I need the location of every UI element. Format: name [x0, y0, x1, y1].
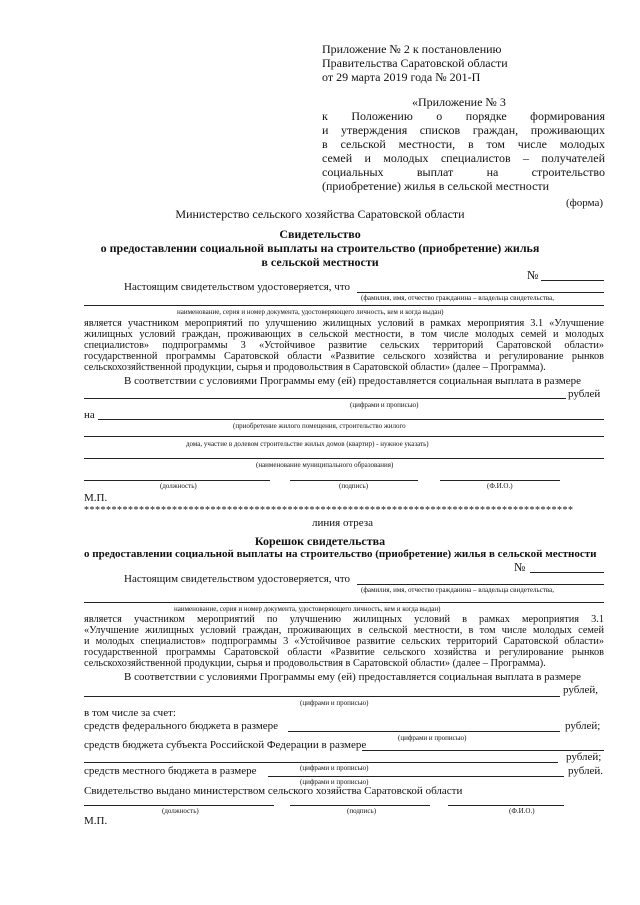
stub-amount-field[interactable] — [84, 696, 560, 697]
certificate-subtitle-1: о предоставлении социальной выплаты на строительство (приобретение) жилья — [100, 241, 540, 255]
stub-body-4: государственной программы Саратовской области «Развитие сельского хозяйства и регулирование рынков — [84, 647, 604, 658]
caption-owner-document: наименование, серия и номер документа, удостоверяющего личность, кем и когда выдан) — [177, 308, 444, 316]
caption-stub-owner-fio: (фамилия, имя, отчество гражданина – владельца свидетельства, — [361, 586, 554, 594]
caption-certificate-fio: (Ф.И.О.) — [487, 482, 513, 490]
certificate-municipal-field[interactable] — [84, 458, 604, 459]
stub-body-2: «Улучшение жилищных условий граждан, проживающих в сельской местности, в том числе молодых семей — [84, 625, 604, 636]
stub-body-1: является участником мероприятий по улучшению жилищных условий в рамках мероприятия 3.1 — [84, 614, 604, 625]
stub-payment-line: В соответствии с условиями Программы ему (ей) предоставляется социальная выплата в размере — [124, 671, 581, 683]
caption-certificate-amount: (цифрами и прописью) — [350, 401, 419, 409]
caption-stub-signature: (подпись) — [347, 807, 377, 815]
cut-line-label: линия отреза — [312, 517, 373, 529]
certificate-body-3: специалистов» подпрограммы 3 «Устойчивое развитие сельских территорий Саратовской области» — [84, 340, 604, 351]
annex-line-2: и утверждения списков граждан, проживающих — [322, 123, 605, 137]
form-label: (форма) — [566, 197, 604, 209]
appendix-line-1: Приложение № 2 к постановлению — [322, 42, 502, 56]
stub-local-rubles: рублей. — [568, 765, 604, 777]
stub-body-3: и молодых специалистов» подпрограммы 3 «Устойчивое развитие сельских территорий Саратовской области» — [84, 636, 604, 647]
stub-intro: Настоящим свидетельством удостоверяется, что — [124, 573, 350, 585]
certificate-body-4: государственной программы Саратовской области «Развитие сельского хозяйства и регулирование рынков — [84, 351, 604, 362]
caption-stub-regional: (цифрами и прописью) — [300, 764, 369, 772]
annex-title: «Приложение № 3 — [412, 95, 506, 109]
caption-stub-federal: (цифрами и прописью) — [398, 734, 467, 742]
certificate-na: на — [84, 409, 95, 421]
stub-regional-field-2[interactable] — [84, 762, 558, 763]
annex-line-3: в сельской местности, в том числе молодых — [322, 137, 605, 151]
caption-purpose-2: дома, участие в долевом строительстве жилых домов (квартир) - нужное указать) — [186, 440, 429, 448]
certificate-number-field[interactable] — [541, 280, 604, 281]
certificate-body-5: сельскохозяйственной продукции, сырья и продовольствия в Саратовской области» (далее – Программа). — [84, 362, 546, 373]
caption-stub-fio: (Ф.И.О.) — [509, 807, 535, 815]
certificate-amount-field[interactable] — [84, 398, 566, 399]
stub-number-sign: № — [514, 560, 526, 574]
owner-fio-field[interactable] — [357, 292, 604, 293]
stub-local-field[interactable] — [268, 776, 564, 777]
certificate-fio-field[interactable] — [440, 480, 560, 481]
annex-line-4: семей и молодых специалистов – получателей — [322, 151, 605, 165]
stub-signature-field[interactable] — [290, 805, 430, 806]
annex-line-1: к Положению о порядке формирования — [322, 109, 605, 123]
certificate-purpose-field-1[interactable] — [98, 419, 604, 420]
stub-issued: Свидетельство выдано министерством сельского хозяйства Саратовской области — [84, 785, 463, 797]
stub-including: в том числе за счет: — [84, 707, 176, 719]
stub-regional-rubles: рублей; — [566, 751, 602, 763]
certificate-purpose-field-2[interactable] — [84, 436, 604, 437]
certificate-intro: Настоящим свидетельством удостоверяется, что — [124, 281, 350, 293]
caption-municipal: (наименование муниципального образования) — [256, 461, 394, 469]
certificate-rubles: рублей — [568, 388, 601, 400]
caption-certificate-signature: (подпись) — [339, 482, 369, 490]
stub-rubles: рублей, — [563, 684, 599, 696]
caption-purpose-1: (приобретение жилого помещения, строительство жилого — [233, 422, 406, 430]
stub-owner-document-field[interactable] — [84, 602, 604, 603]
annex-line-5: социальных выплат на строительство — [322, 165, 605, 179]
appendix-line-3: от 29 марта 2019 года № 201-П — [322, 70, 481, 84]
certificate-signature-field[interactable] — [290, 480, 418, 481]
stub-number-field[interactable] — [530, 572, 604, 573]
certificate-payment-line: В соответствии с условиями Программы ему (ей) предоставляется социальная выплата в размере — [124, 375, 581, 387]
stub-federal-rubles: рублей; — [565, 720, 601, 732]
stub-federal-field[interactable] — [288, 731, 560, 732]
caption-stub-owner-document: наименование, серия и номер документа, удостоверяющего личность, кем и когда выдан) — [174, 605, 441, 613]
caption-stub-amount: (цифрами и прописью) — [300, 699, 369, 707]
certificate-mp: М.П. — [84, 492, 108, 504]
stub-fio-field[interactable] — [448, 805, 564, 806]
certificate-body-2: жилищных условий граждан, проживающих в сельской местности, в том числе молодых семей и молодых — [84, 329, 604, 340]
stub-body-5: сельскохозяйственной продукции, сырья и продовольствия в Саратовской области» (далее – Программа). — [84, 658, 546, 669]
stub-federal-label: средств федерального бюджета в размере — [84, 720, 279, 732]
stub-regional-label: средств бюджета субъекта Российской Федерации в размере — [84, 739, 367, 751]
certificate-subtitle-2: в сельской местности — [261, 255, 379, 269]
cut-stars: ***************************************************************************************** — [84, 505, 574, 516]
certificate-number-sign: № — [527, 268, 539, 282]
appendix-line-2: Правительства Саратовской области — [322, 56, 508, 70]
stub-local-label: средств местного бюджета в размере — [84, 765, 257, 777]
caption-stub-position: (должность) — [162, 807, 199, 815]
certificate-body-1: является участником мероприятий по улучшению жилищных условий в рамках мероприятия 3.1 «Улучшение — [84, 318, 604, 329]
stub-subtitle: о предоставлении социальной выплаты на строительство (приобретение) жилья в сельской местности — [84, 548, 597, 560]
caption-owner-fio: (фамилия, имя, отчество гражданина – владельца свидетельства, — [361, 294, 554, 302]
stub-position-field[interactable] — [84, 805, 274, 806]
owner-document-field[interactable] — [84, 305, 604, 306]
certificate-title: Свидетельство — [279, 227, 361, 241]
stub-owner-fio-field[interactable] — [357, 584, 604, 585]
stub-mp: М.П. — [84, 815, 108, 827]
caption-certificate-position: (должность) — [160, 482, 197, 490]
caption-stub-local: (цифрами и прописью) — [300, 778, 369, 786]
ministry-name: Министерство сельского хозяйства Саратовской области — [175, 207, 465, 221]
annex-line-6: (приобретение) жилья в сельской местности — [322, 179, 550, 193]
certificate-position-field[interactable] — [84, 480, 270, 481]
stub-title: Корешок свидетельства — [254, 534, 386, 548]
